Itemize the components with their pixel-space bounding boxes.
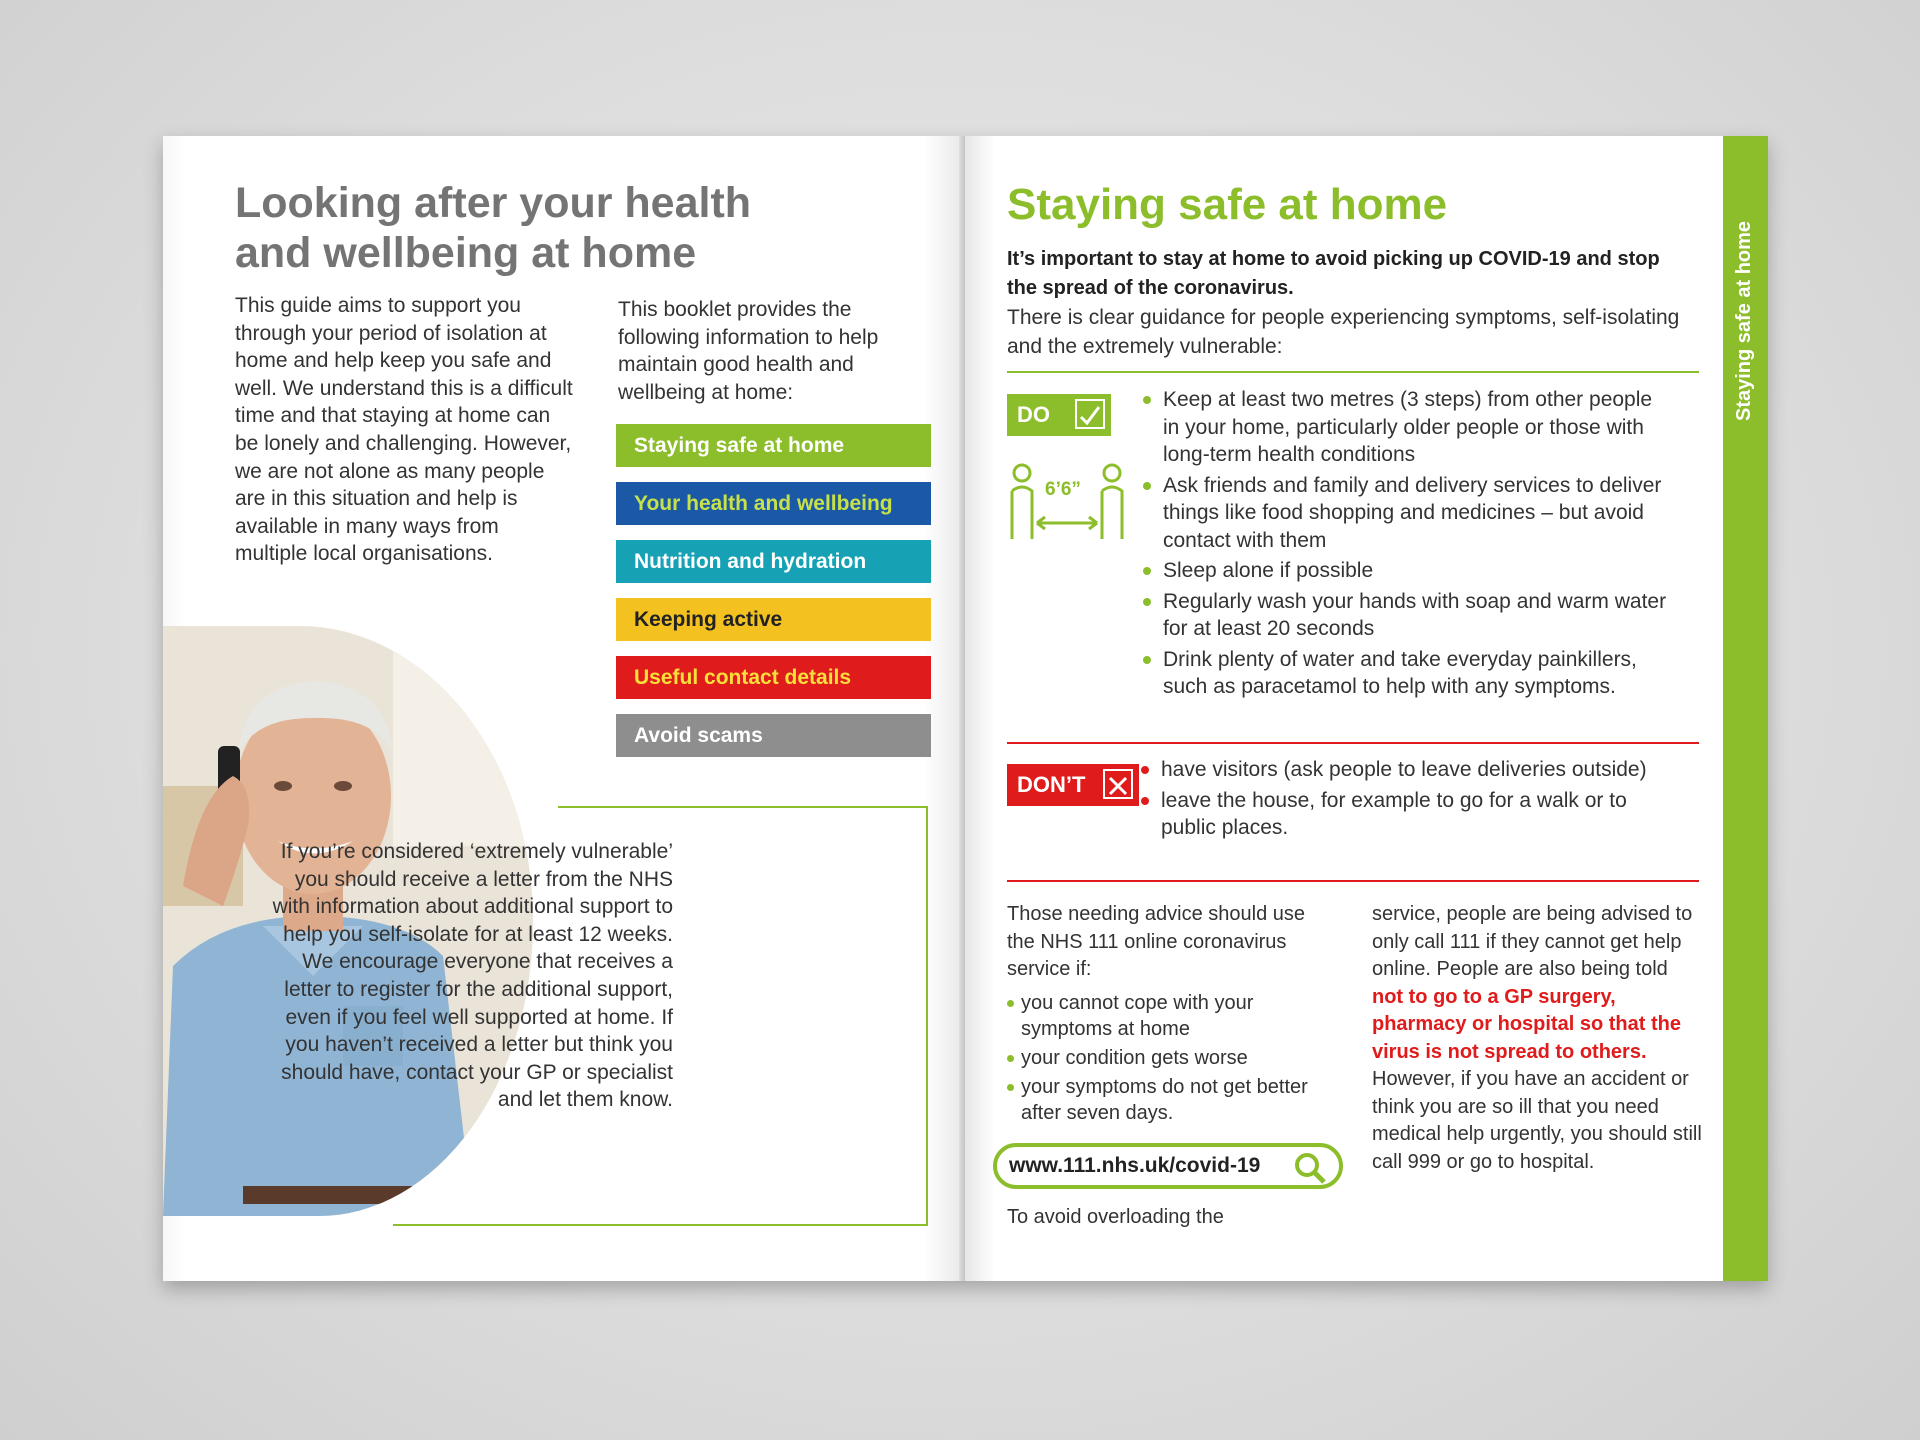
toc-useful-contacts[interactable]: Useful contact details bbox=[616, 656, 931, 699]
booklet-spread bbox=[163, 136, 1768, 1281]
dont-list bbox=[1139, 756, 1669, 845]
toc-keeping-active[interactable]: Keeping active bbox=[616, 598, 931, 641]
social-distance-icon bbox=[1007, 461, 1127, 541]
title-line-1: Looking after your health bbox=[235, 179, 752, 227]
divider-red-bottom bbox=[1007, 880, 1699, 882]
lead-paragraph: It’s important to stay at home to avoid picking up COVID-19 and stop the spread of the coronavirus. bbox=[1007, 248, 1660, 299]
list-item: Regularly wash your hands with soap and warm water for at least 20 seconds bbox=[1141, 588, 1671, 643]
col2-text-a: service, people are being advised to only call 111 if they cannot get help online. People are also being told bbox=[1372, 903, 1693, 980]
list-item: Sleep alone if possible bbox=[1141, 557, 1671, 585]
callout-border-top bbox=[558, 806, 928, 808]
toc-staying-safe[interactable]: Staying safe at home bbox=[616, 424, 931, 467]
divider-green bbox=[1007, 371, 1699, 373]
list-item: you cannot cope with your symptoms at home bbox=[1007, 990, 1327, 1042]
callout-border-bottom bbox=[393, 1224, 928, 1226]
page-title bbox=[235, 178, 751, 278]
col2-warning: not to go to a GP surgery, pharmacy or hospital so that the virus is not spread to others. bbox=[1372, 985, 1681, 1063]
side-tab-label: Staying safe at home bbox=[1733, 220, 1755, 421]
list-item: Drink plenty of water and take everyday painkillers, such as paracetamol to help with any symptoms. bbox=[1141, 646, 1671, 701]
cross-icon bbox=[1103, 769, 1133, 799]
list-item: your symptoms do not get better after seven days. bbox=[1007, 1074, 1327, 1126]
col2-text-b: However, if you have an accident or think you are so ill that you need medical help urgently, you should still call 999 or go to hospital. bbox=[1372, 1068, 1702, 1173]
list-item: have visitors (ask people to leave deliveries outside) bbox=[1139, 756, 1669, 784]
section-side-tab bbox=[1723, 136, 1768, 1281]
intro-paragraph: This guide aims to support you through your period of isolation at home and help keep you safe and well. We understand this is a difficult time and that staying at home can be lonely and challenging. However, we are not alone as many people are in this situation and help is available in many ways from multiple local organisations. bbox=[235, 294, 573, 566]
toc-nutrition-hydration[interactable]: Nutrition and hydration bbox=[616, 540, 931, 583]
nhs-url-link[interactable] bbox=[993, 1143, 1343, 1189]
search-icon bbox=[1293, 1151, 1327, 1185]
dont-badge bbox=[1007, 764, 1139, 806]
call-111-paragraph bbox=[1372, 901, 1702, 1176]
url-text[interactable]: www.111.nhs.uk/covid-19 bbox=[1009, 1154, 1261, 1177]
divider-red-top bbox=[1007, 742, 1699, 744]
do-label: DO bbox=[1017, 402, 1050, 427]
right-page bbox=[965, 136, 1768, 1281]
section-title: Staying safe at home bbox=[1007, 180, 1448, 229]
do-badge bbox=[1007, 394, 1111, 436]
left-page bbox=[163, 136, 965, 1281]
vulnerable-callout-text: If you’re considered ‘extremely vulnerable’ you should receive a letter from the NHS with information about additional support to help you self-isolate for at least 12 weeks. We encourage everyone that receives a letter to register for the additional support, even if you feel well supported at home. If you haven’t received a letter but think you should have, contact your GP or specialist and let them know. bbox=[272, 840, 673, 1112]
toc-health-wellbeing[interactable]: Your health and wellbeing bbox=[616, 482, 931, 525]
guidance-paragraph: There is clear guidance for people experiencing symptoms, self-isolating and the extremely vulnerable: bbox=[1007, 306, 1680, 358]
list-item: Keep at least two metres (3 steps) from other people in your home, particularly older people or those with long-term health conditions bbox=[1141, 386, 1671, 469]
distance-label: 6’6” bbox=[1045, 479, 1081, 500]
checkmark-icon bbox=[1075, 399, 1105, 429]
toc-avoid-scams[interactable]: Avoid scams bbox=[616, 714, 931, 757]
list-item: your condition gets worse bbox=[1007, 1045, 1327, 1071]
callout-border-right bbox=[926, 806, 928, 1226]
dont-label: DON’T bbox=[1017, 772, 1086, 797]
booklet-intro-paragraph: This booklet provides the following information to help maintain good health and wellbeing at home: bbox=[618, 298, 879, 404]
list-item: Ask friends and family and delivery services to deliver things like food shopping and medicines – but avoid contact with them bbox=[1141, 472, 1671, 555]
title-line-2: and wellbeing at home bbox=[235, 229, 697, 277]
contents-list bbox=[616, 424, 931, 772]
list-item: leave the house, for example to go for a walk or to public places. bbox=[1139, 787, 1669, 842]
avoid-overloading-text: To avoid overloading the bbox=[1007, 1206, 1224, 1228]
do-list bbox=[1141, 386, 1671, 704]
advice-intro: Those needing advice should use the NHS 111 online coronavirus service if: bbox=[1007, 903, 1305, 980]
advice-list bbox=[1007, 990, 1327, 1129]
